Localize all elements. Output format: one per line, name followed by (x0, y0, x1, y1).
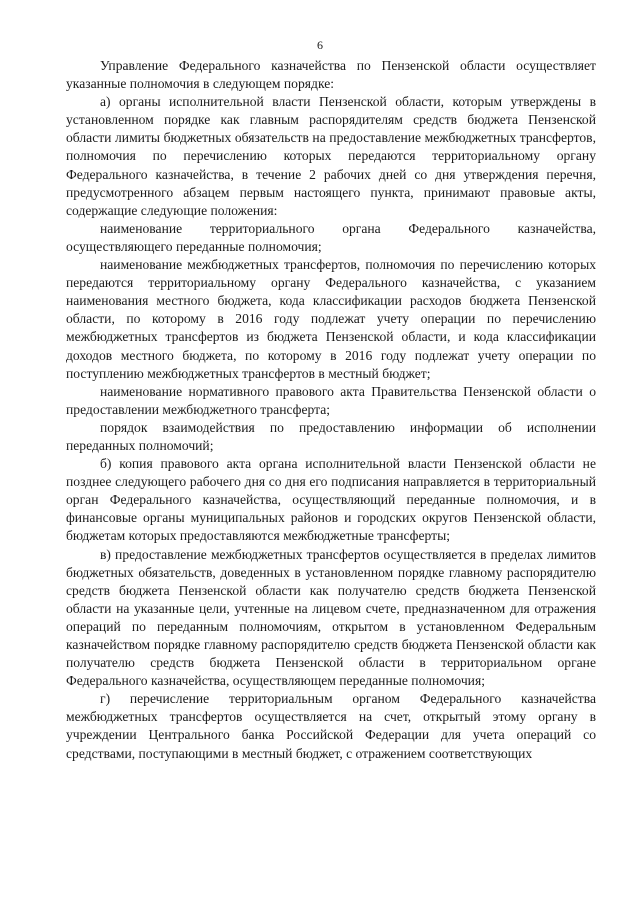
page-number: 6 (317, 38, 323, 52)
paragraph-item-g: г) перечисление территориальным органом Федерального казначейства межбюджетных трансфертов осуществляется на счет, открытый этому органу в учреждении Центрального банка Российской Федерации для учета операций со средствами, поступающими в местный бюджет, с отражением соответствующих (66, 691, 596, 761)
paragraph-intro: Управление Федерального казначейства по Пензенской области осуществляет указанные полномочия в следующем порядке: (66, 58, 596, 92)
paragraph-transfer-name: наименование межбюджетных трансфертов, полномочия по перечислению которых передаются территориальному органу Федерального казначейства, с указанием наименования местного бюджета, кода классификации расходов бюджета Пензенской области, по которому в 2016 году подлежат учету операции по перечислению межбюджетных трансфертов из бюджета Пензенской области, и кода классификации доходов местного бюджета, по которому в 2016 году подлежат учету операции по поступлению межбюджетных трансфертов в местный бюджет; (66, 257, 596, 381)
paragraph-item-v: в) предоставление межбюджетных трансфертов осуществляется в пределах лимитов бюджетных обязательств, доведенных в установленном порядке главному распорядителю средств бюджета Пензенской области как получателю средств бюджета Пензенской области на указанные цели, учтенные на лицевом счете, предназначенном для отражения операций по переданным полномочиям, открытом в установленном Федеральным казначейством порядке главному распорядителю средств бюджета Пензенской области как получателю средств бюджета Пензенской области в территориальном органе Федерального казначейства, осуществляющем переданные полномочия; (66, 546, 596, 689)
paragraph-territorial-body-name: наименование территориального органа Федерального казначейства, осуществляющего переданные полномочия; (66, 220, 596, 254)
document-body (66, 57, 596, 763)
paragraph-normative-act-name: наименование нормативного правового акта Правительства Пензенской области о предоставлении межбюджетного трансферта; (66, 383, 596, 417)
paragraph-item-a: а) органы исполнительной власти Пензенской области, которым утверждены в установленном порядке как главным распорядителям средств бюджета Пензенской области лимиты бюджетных обязательств на предоставление межбюджетных трансфертов, полномочия по перечислению которых передаются территориальному органу Федерального казначейства, в течение 2 рабочих дней со дня утверждения перечня, предусмотренного абзацем первым настоящего пункта, принимают правовые акты, содержащие следующие положения: (66, 94, 596, 218)
paragraph-item-b: б) копия правового акта органа исполнительной власти Пензенской области не позднее следующего рабочего дня со дня его подписания направляется в территориальный орган Федерального казначейства, осуществляющий переданные полномочия, и в финансовые органы муниципальных районов и городских округов Пензенской области, бюджетам которых предоставляются межбюджетные трансферты; (66, 456, 596, 544)
paragraph-interaction-order: порядок взаимодействия по предоставлению информации об исполнении переданных полномочий; (66, 419, 596, 453)
